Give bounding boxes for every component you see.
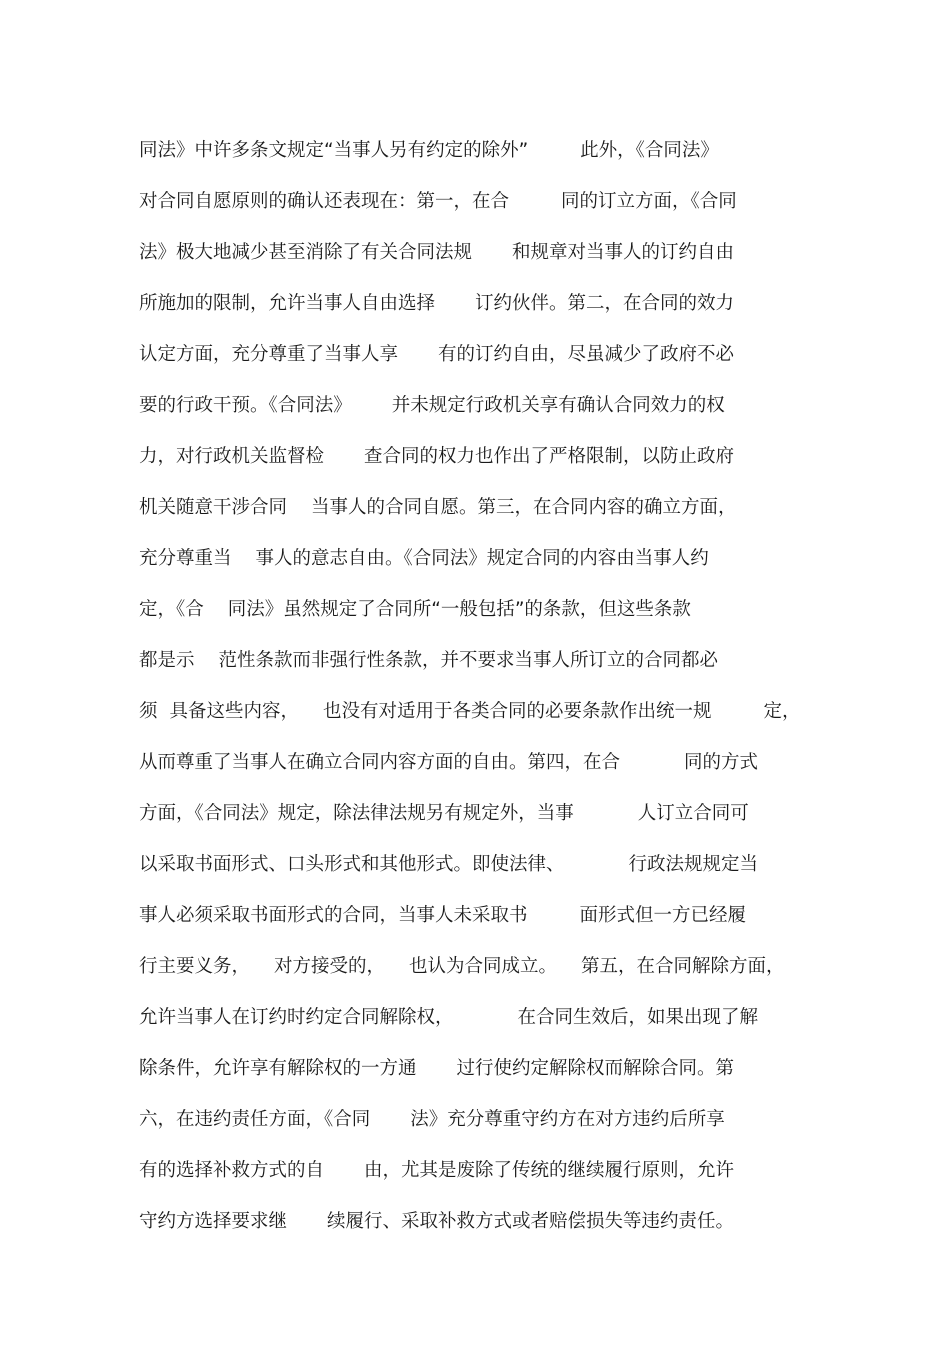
text-segment: 都是示 [139,650,195,671]
text-segment: 订约伙伴。第二，在合同的效力 [475,293,735,314]
text-segment: 守约方选择要求继 [139,1211,288,1232]
text-segment: 行政法规规定当 [628,854,759,875]
text-line [139,341,829,392]
text-line [139,137,829,188]
text-segment: 除条件，允许享有解除权的一方通 [139,1058,417,1079]
text-line [139,392,829,443]
text-segment: 从而尊重了当事人在确立合同内容方面的自由。第四，在合 [139,752,621,773]
text-line [139,800,829,851]
text-segment: 定， [763,701,801,722]
text-segment: 面形式但一方已经履 [579,905,747,926]
text-segment: 认定方面，充分尊重了当事人享 [139,344,399,365]
text-line [139,1055,829,1106]
text-line [139,953,829,1004]
text-segment: 有的订约自由，尽虽减少了政府不必 [438,344,735,365]
text-segment: 行主要义务， [139,956,251,977]
text-segment: 对合同自愿原则的确认还表现在：第一，在合 [139,191,510,212]
text-line [139,596,829,647]
text-line [139,851,829,902]
text-segment: 机关随意干涉合同 [139,497,288,518]
text-line [139,443,829,494]
text-segment: 充分尊重当 [139,548,232,569]
text-segment: 法》极大地减少甚至消除了有关合同法规 [139,242,473,263]
text-segment: 事人的意志自由。《合同法》规定合同的内容由当事人约 [255,548,709,569]
text-segment: 六，在违约责任方面，《合同 [139,1109,371,1130]
text-line [139,1106,829,1157]
text-segment: 范性条款而非强行性条款，并不要求当事人所订立的合同都必 [218,650,719,671]
text-segment: 方面，《合同法》规定，除法律法规另有规定外，当事 [139,803,574,824]
text-segment: 查合同的权力也作出了严格限制，以防止政府 [364,446,735,467]
text-segment: 须 [139,701,158,722]
text-segment: 允许当事人在订约时约定合同解除权， [139,1007,454,1028]
text-segment: 具备这些内容， [169,701,300,722]
text-line [139,239,829,290]
text-segment: 也没有对适用于各类合同的必要条款作出统一规 [323,701,712,722]
text-segment: 力，对行政机关监督检 [139,446,325,467]
text-segment: 人订立合同可 [637,803,749,824]
text-line [139,494,829,545]
text-line [139,1157,829,1208]
text-segment: 和规章对当事人的订约自由 [512,242,735,263]
text-segment: 法》充分尊重守约方在对方违约后所享 [410,1109,725,1130]
text-segment: 在合同生效后，如果出现了解 [517,1007,759,1028]
text-segment: 也认为合同成立。 [409,956,558,977]
text-segment: 对方接受的， [274,956,386,977]
text-segment: 续履行、采取补救方式或者赔偿损失等违约责任。 [327,1211,735,1232]
text-line [139,545,829,596]
text-segment: 同法》中许多条文规定“当事人另有约定的除外” [139,140,529,161]
text-segment: 要的行政干预。《合同法》 [139,395,352,416]
text-segment: 事人必须采取书面形式的合同，当事人未采取书 [139,905,528,926]
text-line [139,902,829,953]
text-line [139,188,829,239]
text-line [139,290,829,341]
text-segment: 同法》虽然规定了合同所“一般包括”的条款，但这些条款 [227,599,691,620]
text-segment: 由，尤其是废除了传统的继续履行原则，允许 [364,1160,735,1181]
text-segment: 以采取书面形式、口头形式和其他形式。即使法律、 [139,854,565,875]
text-segment: 第五，在合同解除方面， [581,956,785,977]
text-segment: 定，《合 [139,599,204,620]
text-segment: 同的订立方面，《合同 [561,191,737,212]
text-line [139,647,829,698]
text-segment: 同的方式 [684,752,759,773]
text-segment: 所施加的限制，允许当事人自由选择 [139,293,436,314]
text-segment: 当事人的合同自愿。第三，在合同内容的确立方面， [311,497,737,518]
text-line [139,698,829,749]
text-segment: 此外，《合同法》 [580,140,719,161]
text-segment: 过行使约定解除权而解除合同。第 [456,1058,735,1079]
body-text [139,137,829,1259]
text-line [139,1208,829,1259]
text-line [139,1004,829,1055]
text-segment: 有的选择补救方式的自 [139,1160,325,1181]
text-line [139,749,829,800]
text-segment: 并未规定行政机关享有确认合同效力的权 [391,395,725,416]
